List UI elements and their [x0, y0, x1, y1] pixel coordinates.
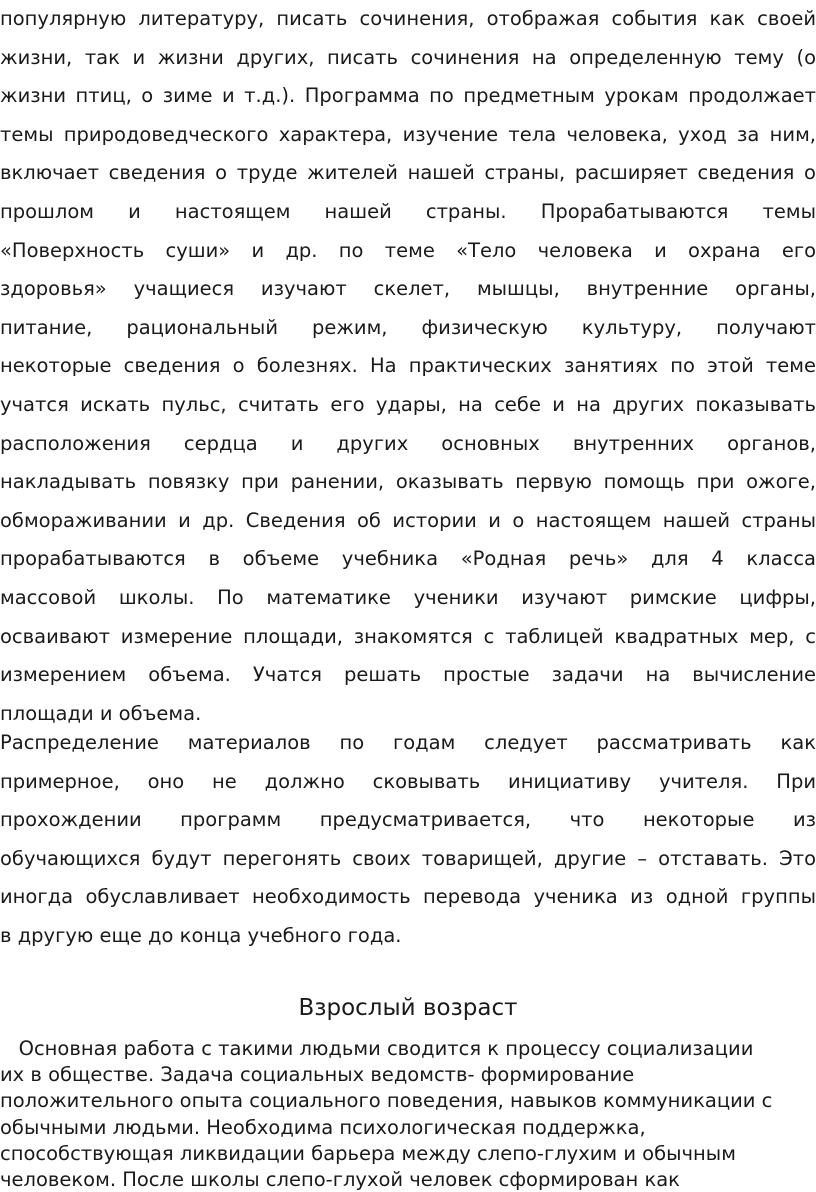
text-line: жизни, так и жизни других, писать сочинения на определенную тему (о [0, 45, 816, 69]
text-line: примерное, оно не должно сковывать инициативу учителя. При [0, 769, 816, 793]
text-line: включает сведения о труде жителей нашей страны, расширяет сведения о [0, 161, 816, 185]
text-line: Распределение материалов по годам следует рассматривать как [0, 731, 816, 754]
text-line: способствующая ликвидации барьера между слепо-глухим и обычным [0, 1141, 736, 1165]
paragraph-2 [0, 724, 816, 956]
text-line: обмораживании и др. Сведения об истории и о настоящем нашей страны [0, 508, 816, 532]
text-line: их в обществе. Задача социальных ведомств- формирование [0, 1063, 635, 1087]
text-line: измерением объема. Учатся решать простые задачи на вычисление [0, 663, 816, 687]
text-line: прошлом и настоящем нашей страны. Прорабатываются темы [0, 199, 816, 223]
text-line: некоторые сведения о болезнях. На практических занятиях по этой теме [0, 354, 816, 378]
text-line: массовой школы. По математике ученики изучают римские цифры, [0, 585, 816, 609]
text-line: популярную литературу, писать сочинения, отображая события как своей [0, 7, 816, 30]
text-line: питание, рациональный режим, физическую культуру, получают [0, 315, 816, 339]
text-line: положительного опыта социального поведения, навыков коммуникации с [0, 1089, 773, 1113]
text-line: жизни птиц, о зиме и т.д.). Программа по предметным урокам продолжает [0, 84, 816, 108]
text-line: темы природоведческого характера, изучение тела человека, уход за ним, [0, 122, 816, 146]
paragraph-3 [0, 1036, 816, 1192]
text-line: накладывать повязку при ранении, оказывать первую помощь при ожоге, [0, 470, 816, 494]
text-line: прохождении программ предусматривается, что некоторые из [0, 808, 816, 832]
text-line: учатся искать пульс, считать его удары, на себе и на других показывать [0, 392, 816, 416]
text-line: осваивают измерение площади, знакомятся с таблицей квадратных мер, с [0, 624, 816, 648]
text-line: прорабатываются в объеме учебника «Родная речь» для 4 класса [0, 547, 816, 571]
text-line: обычными людьми. Необходима психологическая поддержка, [0, 1115, 646, 1139]
text-line: здоровья» учащиеся изучают скелет, мышцы, внутренние органы, [0, 277, 816, 301]
text-line: иногда обуславливает необходимость перевода ученика из одной группы [0, 885, 816, 909]
text-line: «Поверхность суши» и др. по теме «Тело человека и охрана его [0, 238, 816, 262]
text-line: Основная работа с такими людьми сводится к процессу социализации [0, 1037, 754, 1060]
text-line: человеком. После школы слепо-глухой человек сформирован как [0, 1167, 680, 1191]
text-line: в другую еще до конца учебного года. [0, 923, 402, 947]
text-line: расположения сердца и других основных внутренних органов, [0, 431, 816, 455]
section-heading: Взрослый возраст [298, 995, 518, 1021]
text-line: площади и объема. [0, 701, 202, 725]
text-line: обучающихся будут перегонять своих товарищей, другие – отставать. Это [0, 846, 816, 870]
